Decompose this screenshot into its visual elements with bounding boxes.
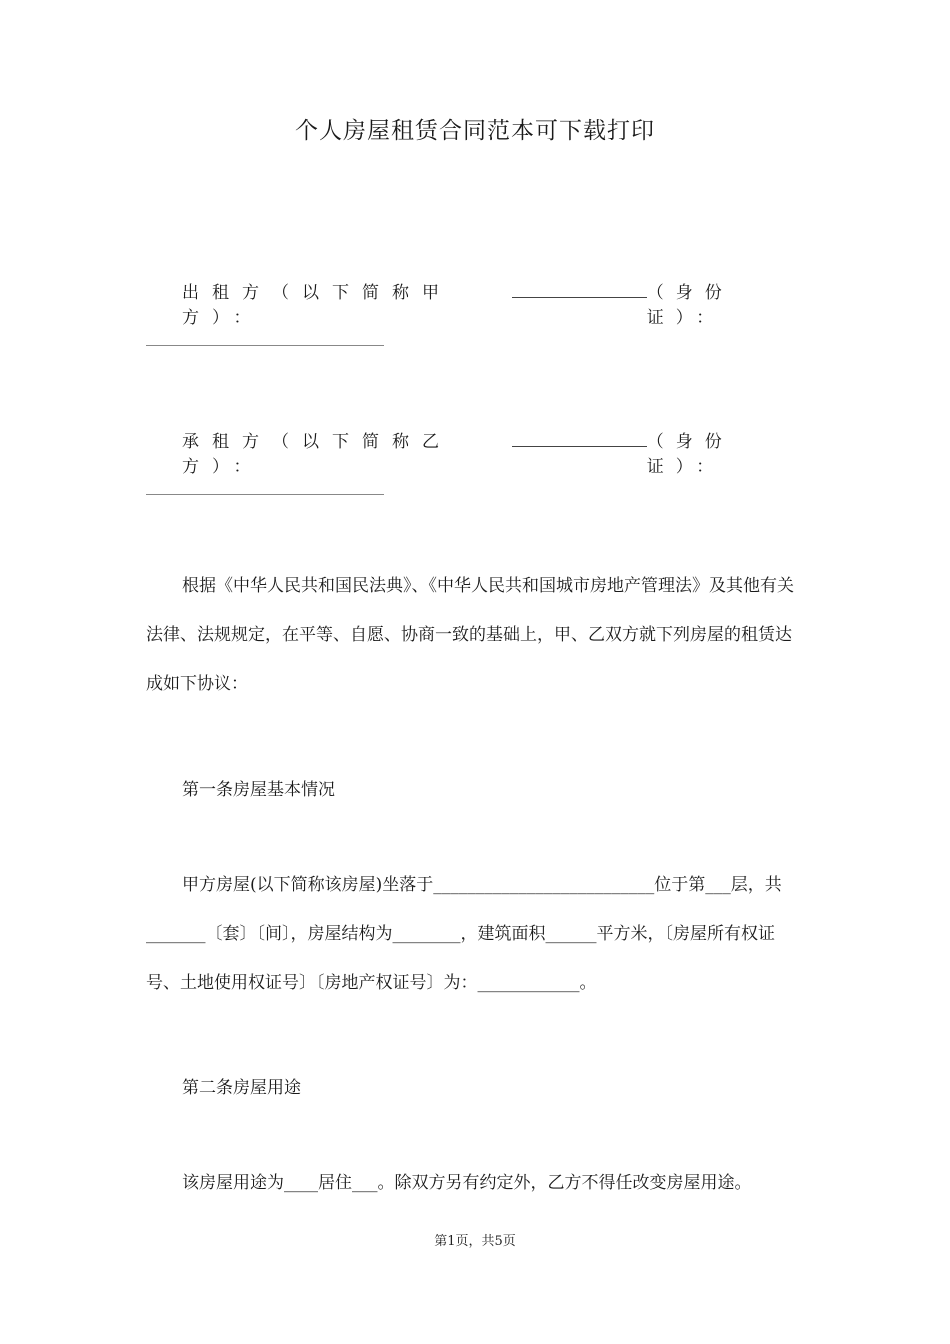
lessee-line [182, 427, 802, 477]
article2-heading: 第二条房屋用途 [182, 1078, 301, 1098]
lessor-id-blank [146, 345, 384, 346]
article1-heading: 第一条房屋基本情况 [182, 780, 335, 800]
lessor-name-blank [512, 279, 647, 298]
lessor-line [182, 278, 802, 328]
lessee-id-label: （身份证）： [646, 432, 734, 477]
article2-body: 该房屋用途为____居住___。除双方另有约定外，乙方不得任改变房屋用途。 [182, 1173, 752, 1193]
lessor-label: 出租方（以下简称甲方）： [182, 283, 452, 328]
lessee-label: 承租方（以下简称乙方）： [182, 432, 452, 477]
lessor-id-label: （身份证）： [646, 283, 734, 328]
article1-body: 甲方房屋(以下简称该房屋)坐落于__________________________位于第___层，共_______〔套〕〔间〕，房屋结构为________，建筑面积______平方米，〔房屋所有权证号、土地使用权证号〕〔房地产权证号〕为：____________。 [146, 875, 782, 993]
preamble-paragraph: 根据《中华人民共和国民法典》、《中华人民共和国城市房地产管理法》及其他有关法律、法规规定，在平等、自愿、协商一致的基础上，甲、乙双方就下列房屋的租赁达成如下协议： [146, 576, 794, 694]
lessee-name-blank [512, 428, 647, 447]
document-title: 个人房屋租赁合同范本可下载打印 [295, 118, 655, 144]
lessee-id-blank [146, 494, 384, 495]
page-footer: 第1页，共5页 [434, 1234, 516, 1249]
